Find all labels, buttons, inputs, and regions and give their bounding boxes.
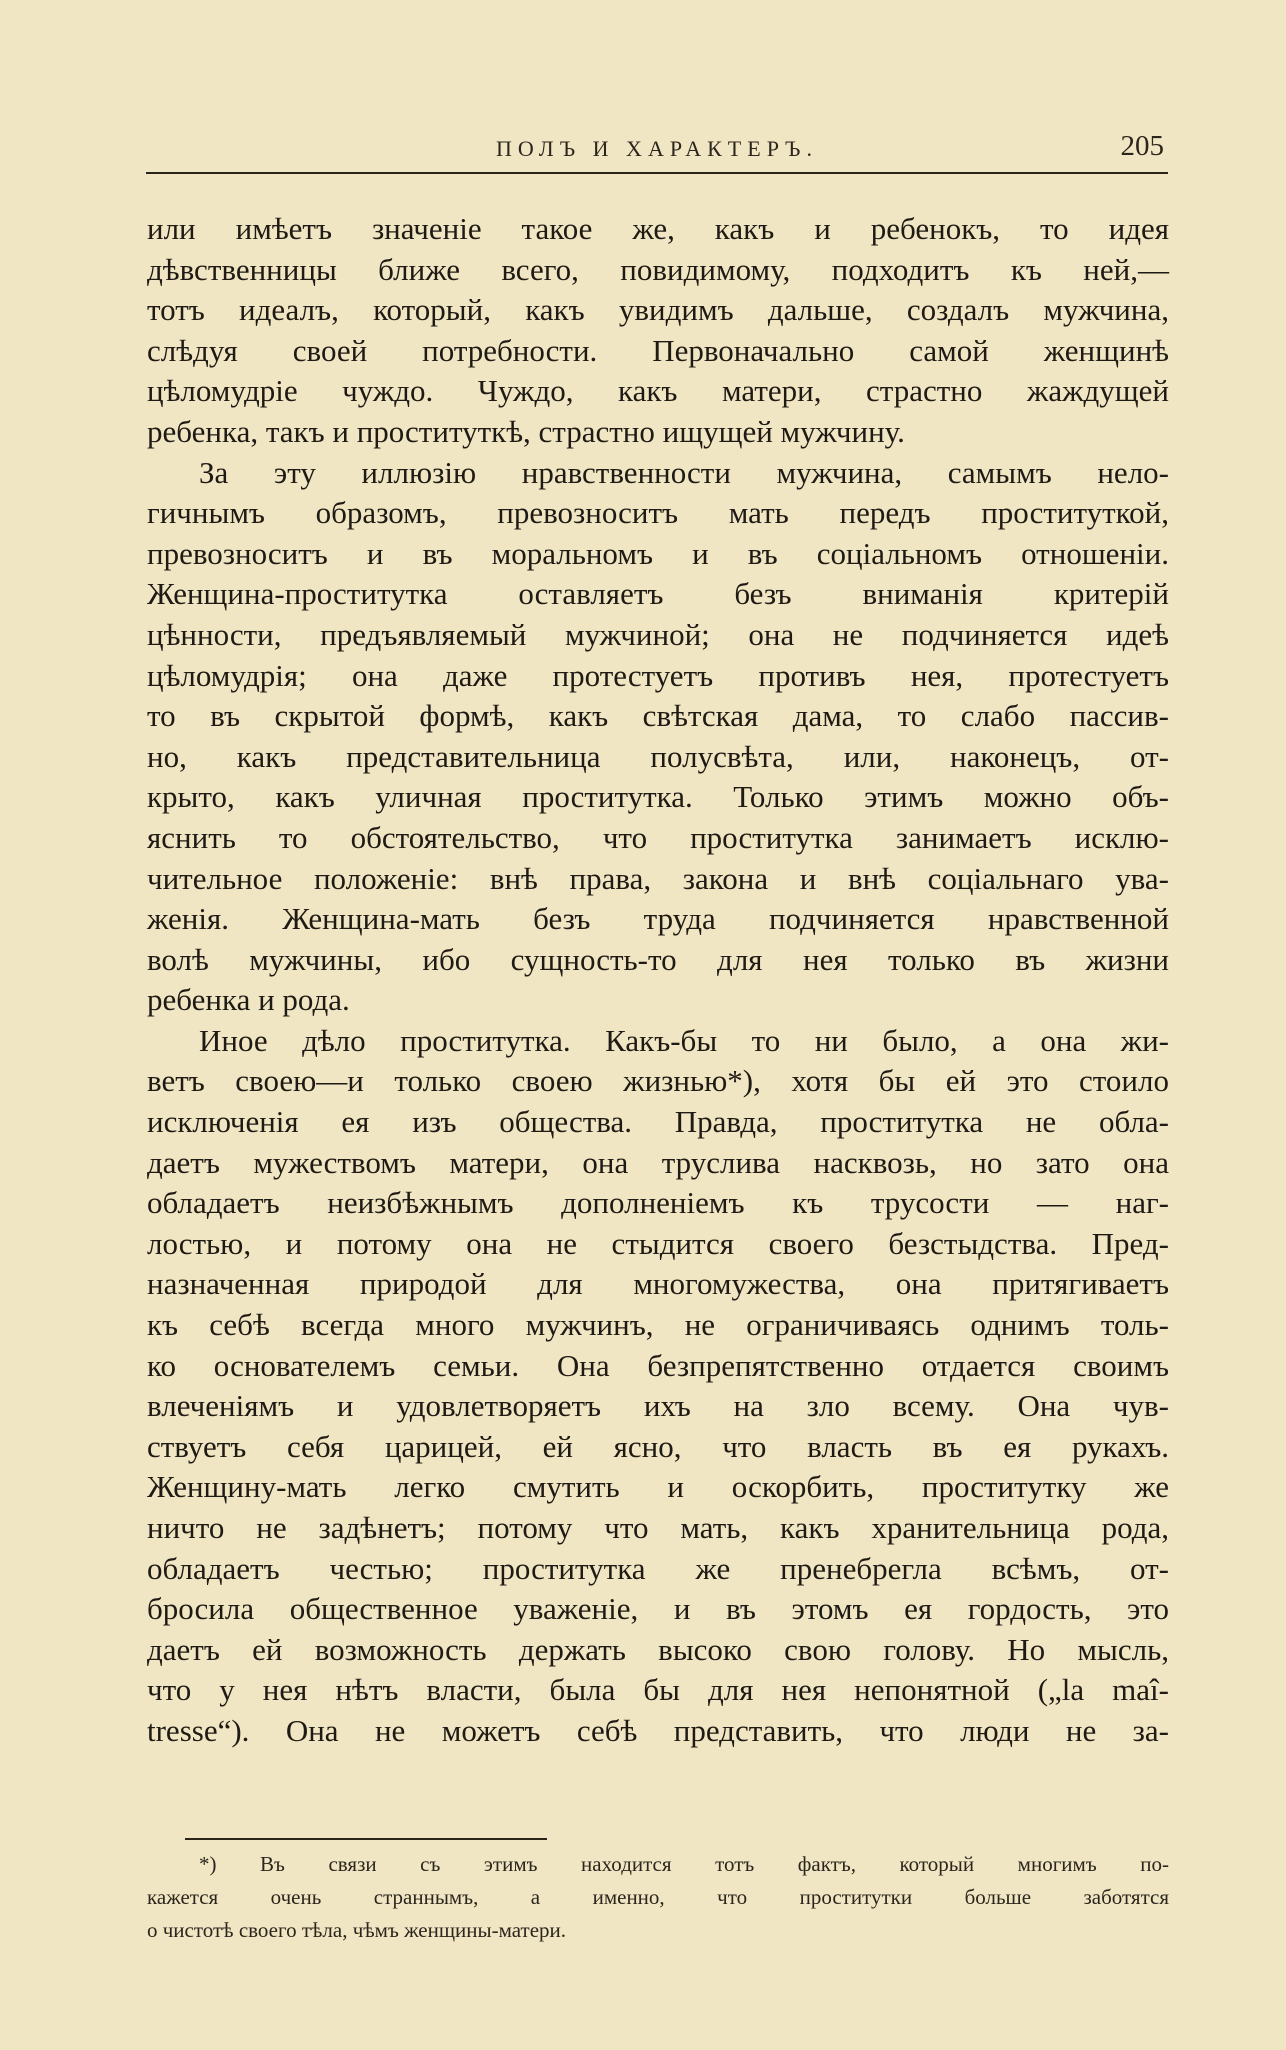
text-line: tresse“). Она не можетъ себѣ представить, что люди не за- [147,1712,1169,1748]
header-rule [146,172,1168,174]
text-line: гичнымъ образомъ, превозноситъ мать передъ проституткой, [147,495,1169,531]
footnote-line: *) Въ связи съ этимъ находится тотъ фактъ, который многимъ по- [199,1852,1169,1876]
text-line: цѣнности, предъявляемый мужчиной; она не подчиняется идеѣ [147,616,1169,652]
text-line: лостью, и потому она не стыдится своего безстыдства. Пред- [147,1225,1169,1261]
text-line: дѣвственницы ближе всего, повидимому, подходитъ къ ней,— [147,251,1169,287]
text-line: слѣдуя своей потребности. Первоначально самой женщинѣ [147,332,1169,368]
text-line: ничто не задѣнетъ; потому что мать, какъ хранительница рода, [147,1510,1169,1545]
text-line: ствуетъ себя царицей, ей ясно, что власть въ ея рукахъ. [147,1428,1169,1464]
footnote-rule [185,1838,547,1840]
text-line: но, какъ представительница полусвѣта, или, наконецъ, от- [147,738,1169,774]
text-line: ко основателемъ семьи. Она безпрепятственно отдается своимъ [147,1347,1169,1383]
text-line: Иное дѣло проститутка. Какъ-бы то ни было, а она жи- [199,1022,1169,1058]
text-line: обладаетъ неизбѣжнымъ дополненіемъ къ трусости — наг- [147,1185,1169,1221]
text-line: превозноситъ и въ моральномъ и въ соціальномъ отношеніи. [147,535,1169,571]
text-line: къ себѣ всегда много мужчинъ, не ограничиваясь однимъ толь- [147,1307,1169,1343]
text-line: волѣ мужчины, ибо сущность-то для нея только въ жизни [147,941,1169,977]
running-title: ПОЛЪ И ХАРАКТЕРЪ. [496,136,818,161]
footnote-line: кажется очень страннымъ, а именно, что проститутки больше заботятся [147,1885,1169,1909]
text-line: цѣломудріе чуждо. Чуждо, какъ матери, страстно жаждущей [147,373,1169,409]
text-line: или имѣетъ значеніе такое же, какъ и ребенокъ, то идея [147,211,1169,246]
text-line: цѣломудрія; она даже протестуетъ противъ нея, протестуетъ [147,657,1169,693]
body-text [147,209,1169,1752]
text-line: даетъ ей возможность держать высоко свою голову. Но мысль, [147,1631,1169,1667]
page-number: 205 [1120,130,1164,162]
text-line: Женщину-мать легко смутить и оскорбить, проститутку же [147,1469,1169,1505]
text-line: крыто, какъ уличная проститутка. Только этимъ можно объ- [147,779,1169,815]
footnote-line: о чистотѣ своего тѣла, чѣмъ женщины-матери. [147,1918,567,1942]
text-line: яснить то обстоятельство, что проститутка занимаетъ исклю- [147,819,1169,855]
text-line: исключенія ея изъ общества. Правда, проститутка не обла- [147,1104,1169,1140]
text-line: Женщина-проститутка оставляетъ безъ вниманія критерій [147,576,1169,612]
text-line: За эту иллюзію нравственности мужчина, самымъ нело- [199,454,1169,490]
page-header [146,130,1168,170]
text-line: то въ скрытой формѣ, какъ свѣтская дама, то слабо пассив- [147,698,1169,734]
text-line: обладаетъ честью; проститутка же пренебрегла всѣмъ, от- [147,1550,1169,1586]
text-line: ребенка и рода. [147,982,350,1018]
text-line: женія. Женщина-мать безъ труда подчиняется нравственной [147,901,1169,937]
footnote [147,1848,1169,1947]
text-line: влеченіямъ и удовлетворяетъ ихъ на зло всему. Она чув- [147,1388,1169,1424]
text-line: тотъ идеалъ, который, какъ увидимъ дальше, создалъ мужчина, [147,292,1169,328]
text-line: ветъ своею—и только своею жизнью*), хотя бы ей это стоило [147,1063,1169,1099]
text-line: бросила общественное уваженіе, и въ этомъ ея гордость, это [147,1591,1169,1627]
text-line: назначенная природой для многомужества, она притягиваетъ [147,1266,1169,1302]
text-line: чительное положеніе: внѣ права, закона и внѣ соціальнаго ува- [147,860,1169,896]
text-line: ребенка, такъ и проституткѣ, страстно ищущей мужчину. [147,413,905,449]
text-line: даетъ мужествомъ матери, она труслива насквозь, но зато она [147,1144,1169,1180]
text-line: что у нея нѣтъ власти, была бы для нея непонятной („la maî- [147,1672,1169,1708]
